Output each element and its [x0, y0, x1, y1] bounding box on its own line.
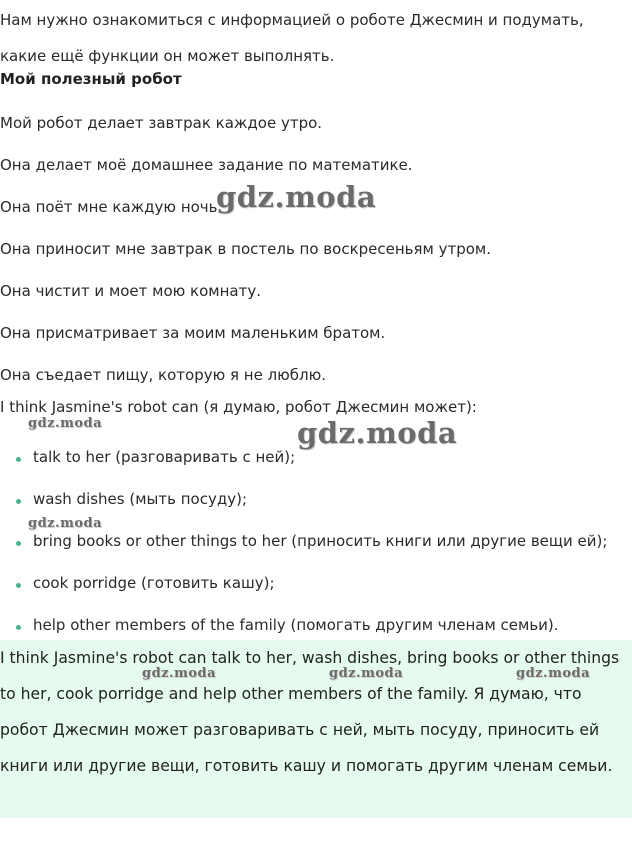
- bullet-dot-icon: [16, 583, 21, 588]
- text-line: Она съедает пищу, которую я не люблю.: [0, 366, 327, 384]
- bullet-dot-icon: [16, 541, 21, 546]
- watermark-logo: gdz.moda: [142, 666, 217, 681]
- text-line: Она делает моё домашнее задание по математике.: [0, 156, 413, 174]
- answer-text: I think Jasmine's robot can talk to her, wash dishes, bring books or other things to her, cook porridge and help other members of the family. Я думаю, что робот Джесмин может разговаривать с ней, мыть посуду, приносить ей книги или другие вещи, готовить кашу и помогать другим членам семьи.: [0, 649, 620, 775]
- watermark-logo: gdz.moda: [28, 516, 103, 531]
- section-heading: Мой полезный робот: [0, 70, 182, 88]
- watermark-logo: gdz.moda: [329, 666, 404, 681]
- watermark-logo: gdz.moda: [216, 180, 377, 214]
- list-item-text: talk to her (разговаривать с ней);: [33, 448, 296, 466]
- bullet-dot-icon: [16, 499, 21, 504]
- text-line: Она присматривает за моим маленьким братом.: [0, 324, 386, 342]
- bullet-dot-icon: [16, 457, 21, 462]
- list-item-text: wash dishes (мыть посуду);: [33, 490, 247, 508]
- think-line: I think Jasmine's robot can (я думаю, робот Джесмин может):: [0, 398, 477, 416]
- text-line: Мой робот делает завтрак каждое утро.: [0, 114, 323, 132]
- list-item-text: bring books or other things to her (приносить книги или другие вещи ей);: [33, 532, 608, 550]
- list-item-text: help other members of the family (помогать другим членам семьи).: [33, 616, 559, 634]
- bullet-dot-icon: [16, 625, 21, 630]
- intro-paragraph: Нам нужно ознакомиться с информацией о роботе Джесмин и подумать, какие ещё функции он может выполнять.: [0, 11, 584, 65]
- list-item-text: cook porridge (готовить кашу);: [33, 574, 275, 592]
- watermark-logo: gdz.moda: [516, 666, 591, 681]
- watermark-logo: gdz.moda: [28, 416, 103, 431]
- text-line: Она приносит мне завтрак в постель по воскресеньям утром.: [0, 240, 492, 258]
- text-line: Она поёт мне каждую ночь.: [0, 198, 223, 216]
- text-line: Она чистит и моет мою комнату.: [0, 282, 261, 300]
- watermark-logo: gdz.moda: [297, 416, 458, 450]
